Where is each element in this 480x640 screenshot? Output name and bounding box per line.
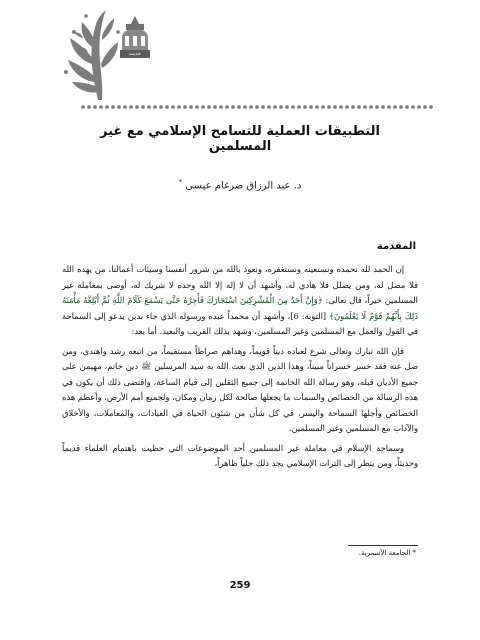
- divider-dot: [381, 105, 385, 109]
- divider-dot: [363, 105, 367, 109]
- divider-dot: [411, 105, 415, 109]
- divider-dot: [147, 105, 151, 109]
- divider-dot: [321, 105, 325, 109]
- divider-dot: [123, 105, 127, 109]
- divider-dot: [291, 105, 295, 109]
- footnote-divider: [348, 545, 418, 546]
- divider-dot: [195, 105, 199, 109]
- divider-dot: [117, 105, 121, 109]
- divider-dot: [429, 105, 433, 109]
- divider-dot: [129, 105, 133, 109]
- divider-dot: [249, 105, 253, 109]
- author-footnote-marker: *: [178, 178, 183, 186]
- divider-dot: [351, 105, 355, 109]
- divider-dot: [171, 105, 175, 109]
- page-number: 259: [229, 580, 251, 591]
- divider-dot: [423, 105, 427, 109]
- divider-dot: [159, 105, 163, 109]
- divider-dot: [315, 105, 319, 109]
- divider-dot: [417, 105, 421, 109]
- divider-dot: [399, 105, 403, 109]
- dotted-divider: [80, 104, 435, 110]
- divider-dot: [327, 105, 331, 109]
- paragraph-intro-text-cont: [التوبة: 6]، وأشهد أن محمداً عبده ورسوله الذي جاء بدين يدعو إلى السماحة في القول والعمل مع المسلمين وغير المسلمين، وشهد بذلك القريب والبعيد. أما بعد:: [62, 310, 418, 336]
- footnote: * الجامعة الأسمرية.: [358, 549, 416, 557]
- divider-dot: [81, 105, 85, 109]
- divider-dot: [309, 105, 313, 109]
- divider-dot: [387, 105, 391, 109]
- divider-dot: [213, 105, 217, 109]
- divider-dot: [93, 105, 97, 109]
- paragraph-intro: [62, 262, 418, 340]
- divider-dot: [87, 105, 91, 109]
- divider-dot: [303, 105, 307, 109]
- divider-dot: [357, 105, 361, 109]
- author-name: د. عبد الرزاق ضرغام عيسى: [185, 180, 302, 192]
- divider-dot: [111, 105, 115, 109]
- section-heading: المقدمة: [376, 241, 416, 252]
- divider-dot: [225, 105, 229, 109]
- quran-verse: ﴿وَإِنْ أَحَدٌ مِنَ الْمُشْرِكِينَ اسْتَجَارَكَ فَأَجِرْهُ حَتَّى يَسْمَعَ كَلَامَ اللَّهِ ثُمَّ أَبْلِغْهُ مَأْمَنَهُ ذَلِكَ بِأَنَّهُمْ قَوْمٌ لَا يَعْلَمُونَ﴾: [62, 295, 418, 321]
- divider-dot: [345, 105, 349, 109]
- divider-dot: [369, 105, 373, 109]
- floral-ornament-logo: [58, 4, 168, 102]
- divider-dot: [207, 105, 211, 109]
- divider-dot: [333, 105, 337, 109]
- author-line: [100, 178, 380, 191]
- logo-text: حديث: [128, 51, 142, 57]
- article-body: [62, 262, 418, 476]
- divider-dot: [219, 105, 223, 109]
- divider-dot: [189, 105, 193, 109]
- divider-dot: [141, 105, 145, 109]
- divider-dot: [273, 105, 277, 109]
- divider-dot: [279, 105, 283, 109]
- divider-dot: [153, 105, 157, 109]
- paragraph-3: وسماحة الإسلام في معاملة غير المسلمين أحد الموضوعات التي حظيت باهتمام العلماء قديماً وحديثاً، ومن ينظر إلى التراث الإسلامي يجد ذلك جلياً ظاهراً،: [62, 442, 418, 468]
- divider-dot: [393, 105, 397, 109]
- paragraph-intro-text: إن الحمد لله نحمده ونستعينه ونستغفره، ونعوذ بالله من شرور أنفسنا وسيئات أعمالنا، من يهده الله فلا مضل له، ومن يضلل فلا هادي له، وأشهد أن لا إله إلا الله وحده لا شريك له، أوصى بمعاملة غير المسلمين خيراً، قال تعالى:: [62, 264, 418, 305]
- divider-dot: [135, 105, 139, 109]
- paragraph-2: فإن الله تبارك وتعالى شرع لعباده ديناً قويماً، وهداهم صراطاً مستقيماً، من اتبعه رشد واهتدى، ومن ضل عنه فقد خسر خسراناً مبيناً، وهذا الدين الذي بعث الله به سيد المرسلين ﷺ دين خاتم، مهيمن على جميع الأديان قبله، وهو رسالة الله الخاتمة إلى جميع الثقلين إلى قيام الساعة، واقتضى ذلك أن يكون في هذه الرسالة من الخصائص والسمات ما يجعلها صالحة لكل زمان ومكان، ولجميع أمم الأرض، وأعظم هذه الخصائص وأجلها السماحة واليسر، في كل شأن من شئون الحياة في العبادات، والمعاملات، والأخلاق والآداب مع المسلمين وغير المسلمين.: [62, 345, 418, 433]
- article-title: التطبيقات العملية للتسامح الإسلامي مع غير المسلمين: [100, 124, 380, 154]
- divider-dot: [237, 105, 241, 109]
- divider-dot: [267, 105, 271, 109]
- divider-dot: [405, 105, 409, 109]
- divider-dot: [105, 105, 109, 109]
- divider-dot: [243, 105, 247, 109]
- divider-dot: [297, 105, 301, 109]
- divider-dot: [261, 105, 265, 109]
- divider-dot: [99, 105, 103, 109]
- divider-dot: [285, 105, 289, 109]
- divider-dot: [231, 105, 235, 109]
- divider-dot: [255, 105, 259, 109]
- divider-dot: [201, 105, 205, 109]
- divider-dot: [165, 105, 169, 109]
- divider-dot: [177, 105, 181, 109]
- divider-dot: [375, 105, 379, 109]
- divider-dot: [183, 105, 187, 109]
- divider-dot: [339, 105, 343, 109]
